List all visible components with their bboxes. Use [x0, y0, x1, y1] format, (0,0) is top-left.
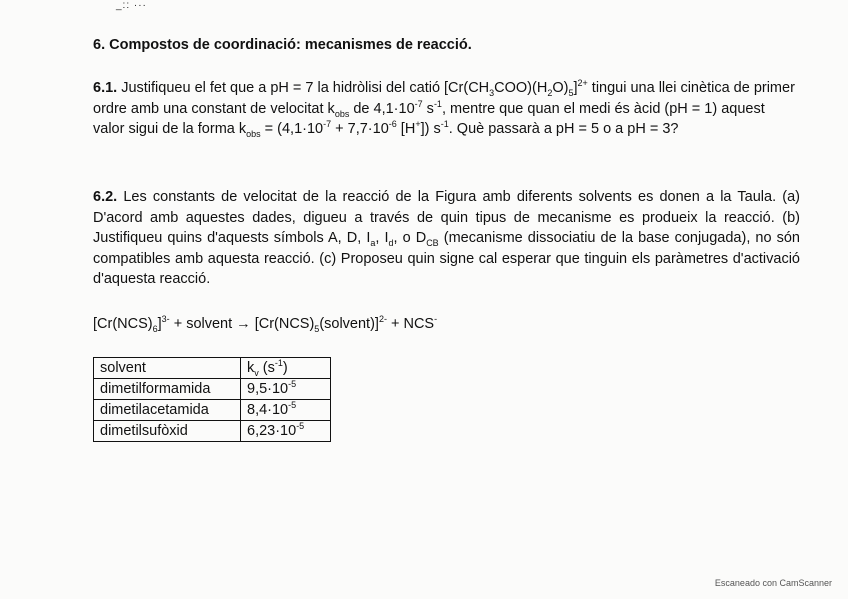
- q61-sup: -7: [323, 119, 332, 130]
- q62-sub: CB: [426, 237, 439, 248]
- q61-text: tingui una llei cinètica de primer ordre amb una constant de velocitat k: [93, 80, 795, 117]
- solvent-cell: dimetilsufòxid: [94, 421, 241, 442]
- reaction-text: + solvent → [Cr(NCS): [169, 316, 315, 332]
- q61-text: , mentre que quan el medi és àcid (pH = 1) aquest valor sigui de la forma k: [93, 100, 765, 137]
- question-6-2: [93, 187, 800, 290]
- rate-cell: [241, 400, 331, 421]
- q61-text: O): [552, 80, 569, 96]
- top-scan-mark: _:: ···: [116, 0, 147, 11]
- q61-sup: +: [415, 119, 421, 130]
- q61-sup: 2+: [577, 78, 588, 89]
- reaction-sup: 2-: [378, 314, 387, 325]
- q61-text: [H: [396, 121, 416, 137]
- rate-cell: [241, 379, 331, 400]
- table-row: [94, 379, 331, 400]
- header-k: k: [247, 360, 255, 376]
- q61-text: s: [422, 100, 434, 117]
- q62-sub: d: [388, 237, 394, 248]
- rate-mantissa: 9,5·10: [247, 381, 289, 397]
- reaction-text: (solvent)]: [319, 316, 379, 332]
- q61-sup: -7: [414, 98, 423, 109]
- q61-text: = (4,1·10: [260, 121, 324, 137]
- q61-text: ]: [573, 80, 578, 96]
- header-rate-constant: [241, 358, 331, 379]
- reaction-sup: -: [434, 314, 438, 325]
- q61-text: . Què passarà a pH = 5 o a pH = 3?: [448, 121, 679, 137]
- q61-sub: 2: [547, 87, 553, 98]
- q62-text: (mecanisme dissociatiu de la base conjugada), no són compatibles amb aquesta reacció. (c) Proposeu quin signe cal esperar que tinguin els paràmetres d'activació d'aquesta reacció.: [93, 230, 800, 287]
- rate-mantissa: 8,4·10: [247, 402, 289, 418]
- section-title: 6. Compostos de coordinació: mecanismes de reacció.: [93, 37, 472, 53]
- question-6-1: [93, 78, 800, 140]
- question-number: 6.1.: [93, 80, 118, 96]
- scanner-watermark: Escaneado con CamScanner: [714, 578, 832, 588]
- q61-sup: -1: [440, 119, 449, 130]
- rate-exponent: -5: [288, 400, 297, 411]
- q61-text: de 4,1·10: [349, 100, 415, 117]
- solvent-cell: dimetilformamida: [94, 379, 241, 400]
- table-header-row: [94, 358, 331, 379]
- rate-mantissa: 6,23·10: [247, 423, 297, 439]
- reaction-text: + NCS: [386, 316, 435, 332]
- q61-sub: 3: [489, 87, 495, 98]
- header-k-sub: v: [254, 367, 259, 378]
- reaction-text: [Cr(NCS): [93, 316, 153, 332]
- table-row: [94, 421, 331, 442]
- q62-text: , I: [375, 230, 389, 246]
- q61-text: + 7,7·10: [331, 121, 389, 137]
- header-k-unit: (s: [258, 360, 275, 376]
- rate-exponent: -5: [288, 379, 297, 390]
- rate-exponent: -5: [296, 421, 305, 432]
- solvent-cell: dimetilacetamida: [94, 400, 241, 421]
- question-number: 6.2.: [93, 189, 118, 205]
- reaction-sup: 3-: [161, 314, 170, 325]
- header-k-close: ): [282, 360, 288, 376]
- q61-sub: obs: [334, 108, 350, 119]
- q61-text: Justifiqueu el fet que a pH = 7 la hidròlisi del catió [Cr(CH: [117, 80, 490, 96]
- reaction-sub: 5: [314, 323, 320, 334]
- q61-sup: -1: [433, 98, 442, 109]
- q62-sub: a: [370, 237, 376, 248]
- q62-text: Les constants de velocitat de la reacció de la Figura amb diferents solvents es donen a la Taula. (a) D'acord amb aquestes dades, digueu a través de quin tipus de mecanisme es produeix la reacció. (b) Justifiqueu quins d'aquests símbols A, D, I: [93, 189, 800, 246]
- table-row: [94, 400, 331, 421]
- rate-cell: [241, 421, 331, 442]
- header-k-unit-sup: -1: [274, 358, 283, 369]
- reaction-equation: [93, 316, 437, 332]
- q61-text: ]) s: [420, 121, 441, 137]
- reaction-sub: 6: [152, 323, 158, 334]
- reaction-text: ]: [157, 316, 162, 332]
- q61-text: COO)(H: [494, 80, 548, 96]
- header-solvent: solvent: [94, 358, 241, 379]
- q61-sup: -6: [388, 119, 397, 130]
- rate-constants-table: [93, 357, 331, 442]
- q61-sub: obs: [246, 128, 261, 139]
- q62-text: , o D: [393, 230, 427, 246]
- q61-sub: 5: [568, 87, 574, 98]
